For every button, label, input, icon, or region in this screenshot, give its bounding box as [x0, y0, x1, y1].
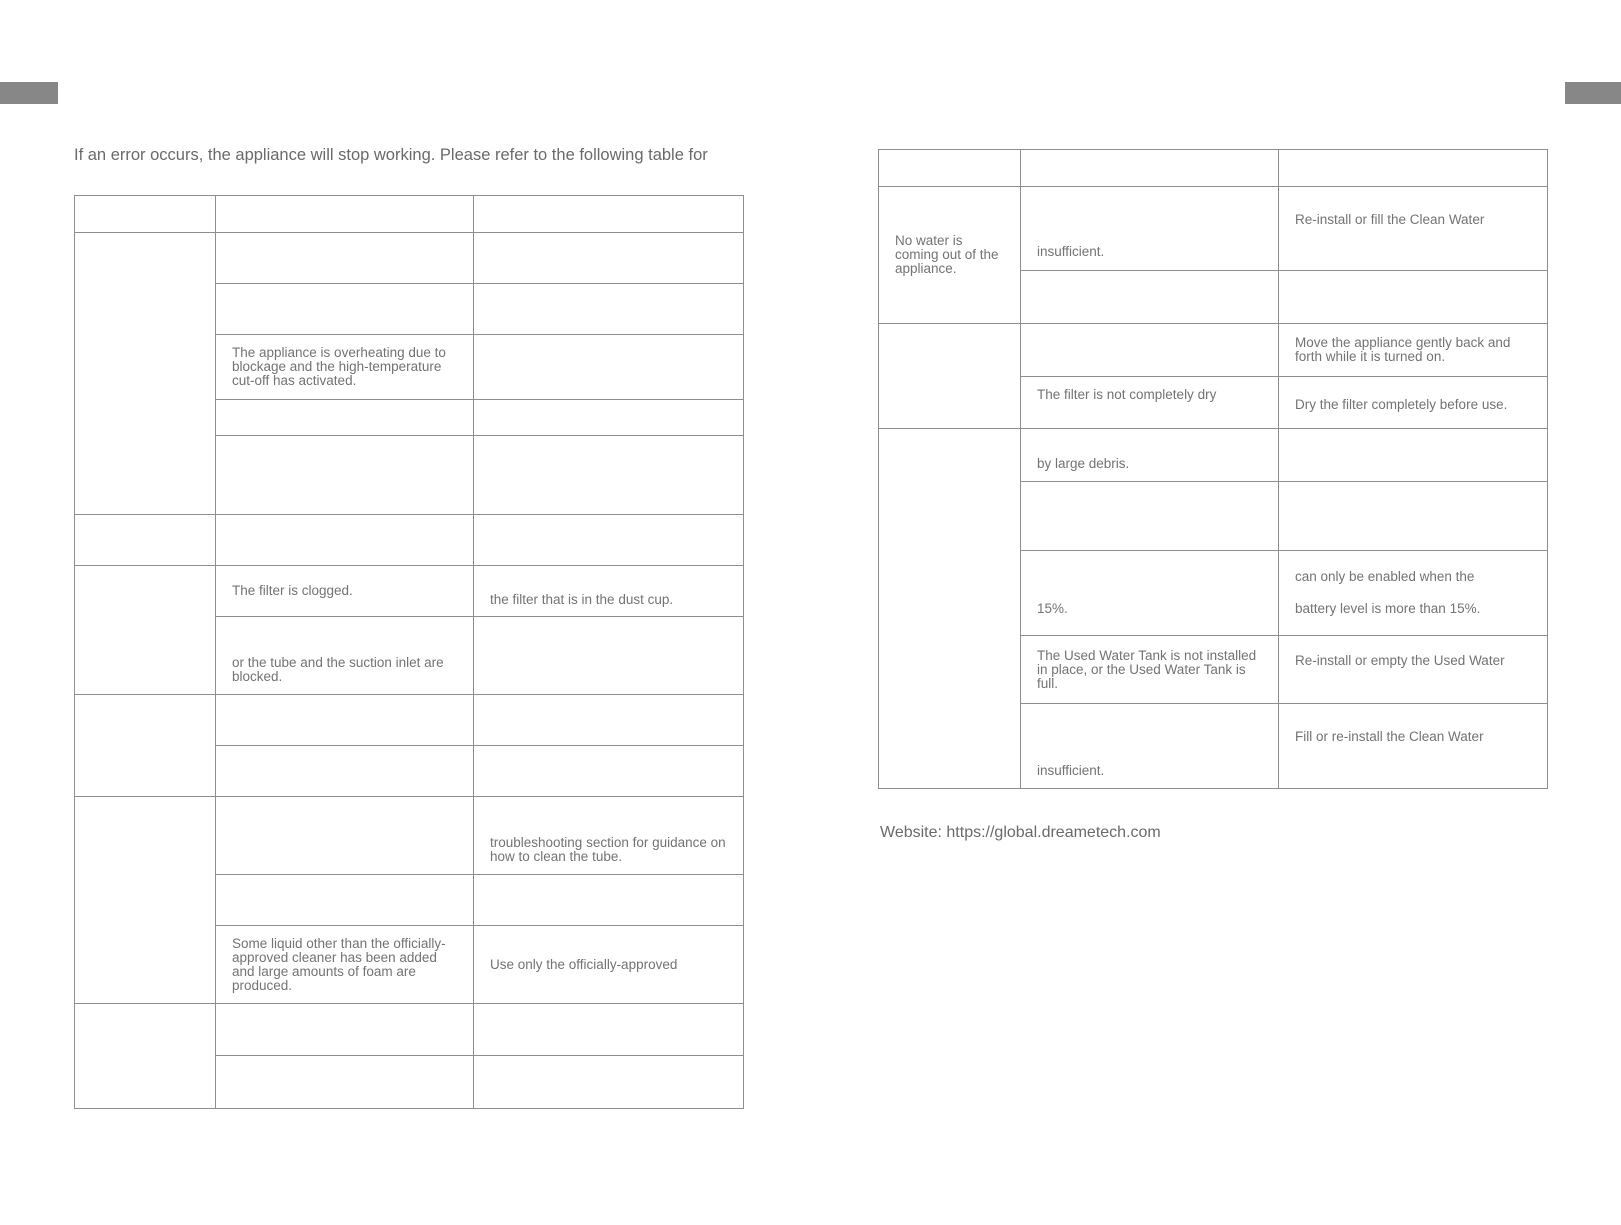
- table-row: [879, 324, 1548, 377]
- used-tank-cause: The Used Water Tank is not installed in place, or the Used Water Tank is full.: [1021, 636, 1279, 704]
- table-header-row: [879, 150, 1548, 187]
- troubleshooting-table-left: [74, 195, 744, 1109]
- filter-dry-cause: The filter is not completely dry: [1021, 377, 1279, 429]
- battery-cause: 15%.: [1021, 551, 1279, 636]
- no-water-problem: No water is coming out of the appliance.: [879, 187, 1021, 324]
- battery-solution: [1279, 551, 1548, 636]
- no-water-solution: Re-install or fill the Clean Water: [1279, 187, 1548, 271]
- table-row: [75, 1004, 744, 1056]
- foam-cause: Some liquid other than the officially-approved cleaner has been added and large amounts of foam are produced.: [216, 926, 474, 1004]
- table-row: [75, 695, 744, 746]
- table-row: [75, 566, 744, 617]
- battery-solution-line2: battery level is more than 15%.: [1295, 601, 1481, 616]
- overheat-cause: The appliance is overheating due to blockage and the high-temperature cut-off has activated.: [216, 335, 474, 400]
- used-tank-solution: Re-install or empty the Used Water: [1279, 636, 1548, 704]
- table-row: [879, 187, 1548, 271]
- battery-solution-line1: can only be enabled when the: [1295, 569, 1475, 584]
- tube-clean-solution: troubleshooting section for guidance on how to clean the tube.: [474, 797, 744, 875]
- page-tab-right: [1565, 82, 1621, 104]
- tube-blocked-cause: or the tube and the suction inlet are blocked.: [216, 617, 474, 695]
- filter-clogged-solution: the filter that is in the dust cup.: [474, 566, 744, 617]
- foam-solution: Use only the officially-approved: [474, 926, 744, 1004]
- website-link[interactable]: Website: https://global.dreametech.com: [880, 824, 1161, 841]
- no-water-cause: insufficient.: [1021, 187, 1279, 271]
- intro-text: If an error occurs, the appliance will stop working. Please refer to the following table for: [74, 146, 708, 164]
- table-row: [75, 515, 744, 566]
- debris-cause: by large debris.: [1021, 429, 1279, 482]
- clean-water-solution: Fill or re-install the Clean Water: [1279, 704, 1548, 789]
- filter-clogged-cause: The filter is clogged.: [216, 566, 474, 617]
- troubleshooting-table-right: [878, 149, 1548, 789]
- table-row: [879, 429, 1548, 482]
- page-tab-left: [0, 82, 58, 104]
- table-header-row: [75, 196, 744, 233]
- move-solution: Move the appliance gently back and forth while it is turned on.: [1279, 324, 1548, 377]
- table-row: [75, 233, 744, 284]
- filter-dry-solution: Dry the filter completely before use.: [1279, 377, 1548, 429]
- table-row: [75, 797, 744, 875]
- clean-water-cause: insufficient.: [1021, 704, 1279, 789]
